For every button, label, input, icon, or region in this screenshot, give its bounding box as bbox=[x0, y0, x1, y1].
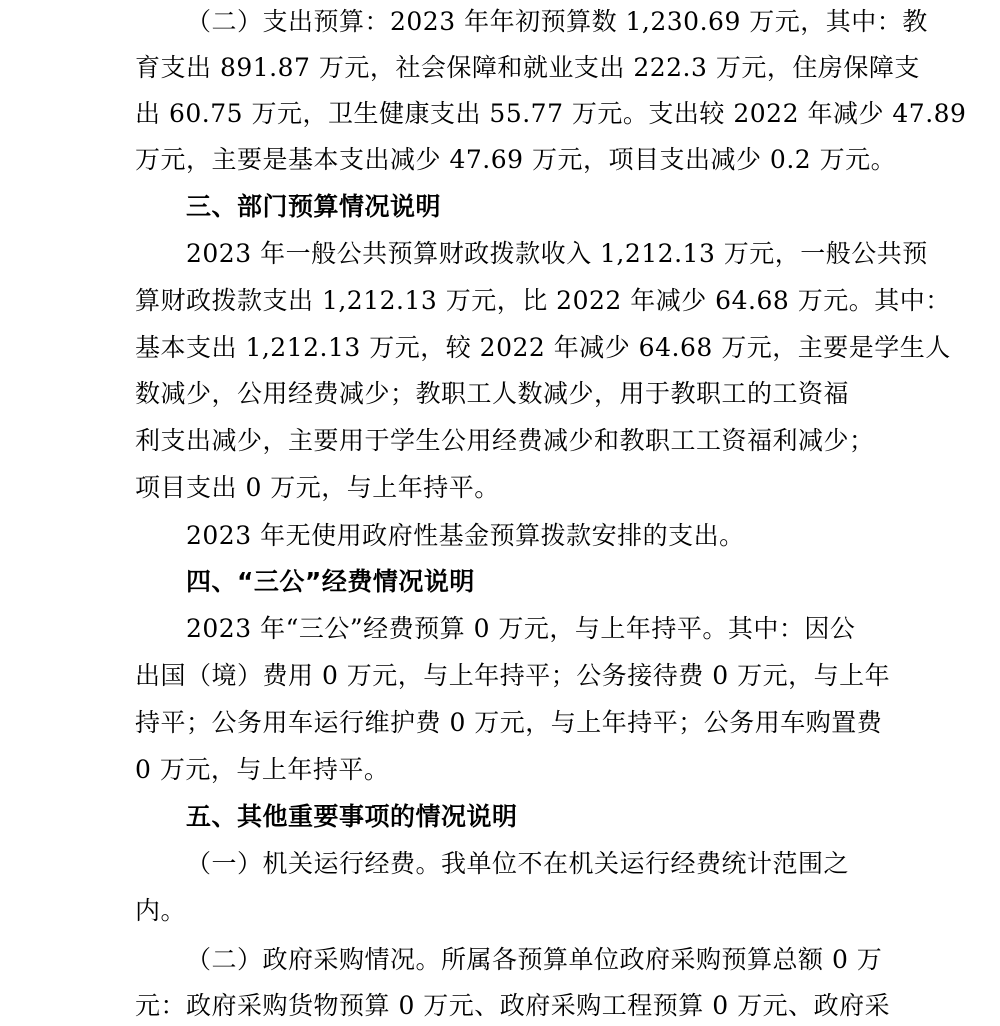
section-heading: 三、部门预算情况说明 bbox=[186, 192, 442, 221]
paragraph-line: 出国（境）费用 0 万元，与上年持平；公务接待费 0 万元，与上年 bbox=[135, 661, 891, 690]
paragraph-line: （二）支出预算：2023 年年初预算数 1,230.69 万元，其中：教 bbox=[186, 7, 928, 36]
paragraph-line: 2023 年一般公共预算财政拨款收入 1,212.13 万元，一般公共预 bbox=[186, 239, 928, 268]
paragraph-line: 持平；公务用车运行维护费 0 万元，与上年持平；公务用车购置费 bbox=[135, 708, 883, 737]
paragraph-line: 万元，主要是基本支出减少 47.69 万元，项目支出减少 0.2 万元。 bbox=[135, 145, 897, 174]
paragraph-line: 出 60.75 万元，卫生健康支出 55.77 万元。支出较 2022 年减少 47.89 bbox=[135, 99, 967, 128]
paragraph-line: 基本支出 1,212.13 万元，较 2022 年减少 64.68 万元，主要是学生人 bbox=[135, 333, 951, 362]
paragraph-line: 利支出减少，主要用于学生公用经费减少和教职工工资福利减少； bbox=[135, 426, 875, 455]
paragraph-line: （一）机关运行经费。我单位不在机关运行经费统计范围之 bbox=[186, 849, 850, 878]
paragraph-line: 数减少，公用经费减少；教职工人数减少，用于教职工的工资福 bbox=[135, 379, 850, 408]
paragraph-line: 2023 年“三公”经费预算 0 万元，与上年持平。其中：因公 bbox=[186, 614, 856, 643]
section-heading: 五、其他重要事项的情况说明 bbox=[186, 802, 518, 831]
paragraph-line: 元：政府采购货物预算 0 万元、政府采购工程预算 0 万元、政府采 bbox=[135, 991, 891, 1020]
paragraph-line: （二）政府采购情况。所属各预算单位政府采购预算总额 0 万 bbox=[186, 945, 883, 974]
paragraph-line: 算财政拨款支出 1,212.13 万元，比 2022 年减少 64.68 万元。其中： bbox=[135, 286, 951, 315]
paragraph-line: 项目支出 0 万元，与上年持平。 bbox=[135, 473, 500, 502]
section-heading: 四、“三公”经费情况说明 bbox=[186, 567, 475, 596]
paragraph-line: 2023 年无使用政府性基金预算拨款安排的支出。 bbox=[186, 521, 745, 550]
paragraph-line: 0 万元，与上年持平。 bbox=[135, 755, 390, 784]
paragraph-line: 内。 bbox=[135, 896, 187, 925]
paragraph-line: 育支出 891.87 万元，社会保障和就业支出 222.3 万元，住房保障支 bbox=[135, 53, 920, 82]
